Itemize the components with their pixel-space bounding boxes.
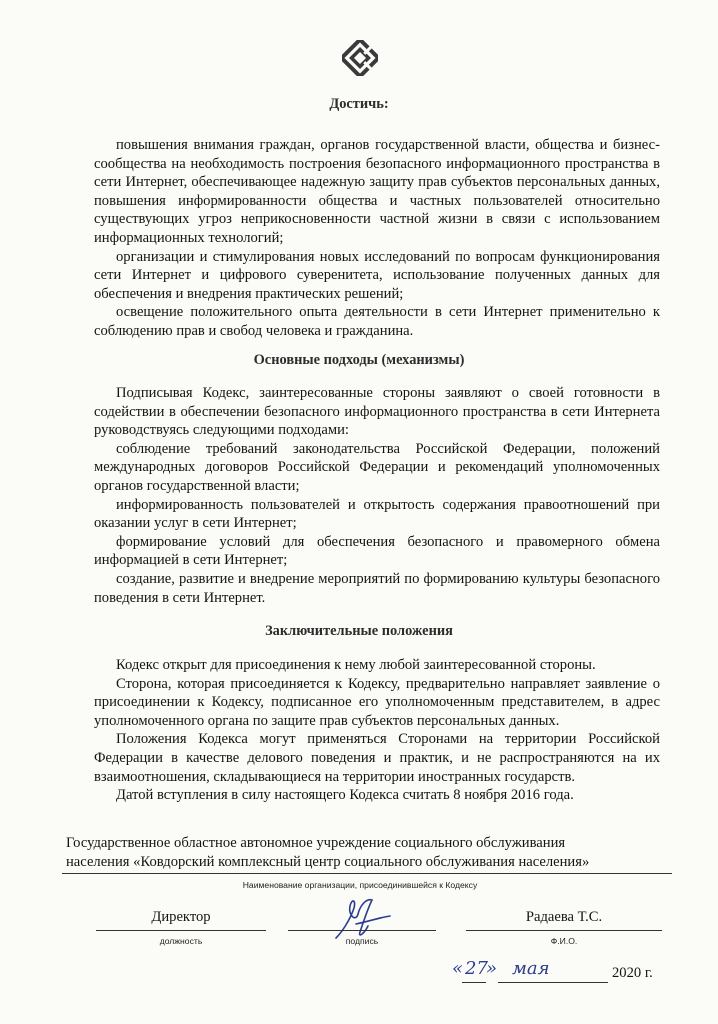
section-title-approaches: Основные подходы (механизмы) (253, 352, 465, 368)
date-month-underline (498, 982, 608, 983)
position-underline (96, 930, 266, 931)
paragraph: повышения внимания граждан, органов государственной власти, общества и бизнес-сообщества на необходимость построения безопасного информационного пространства в сети Интернет, обеспечивающее надежную защиту прав субъектов персональных данных, повышения информированности общества и частных пользователей относительно существующих угроз неприкосновенности частной жизни в связи с использованием информационных технологий; (94, 137, 660, 246)
paragraph: освещение положительного опыта деятельности в сети Интернет применительно к соблюдению прав и свобод человека и гражданина. (94, 304, 660, 339)
section-title-final: Заключительные положения (265, 623, 453, 639)
paragraph: Положения Кодекса могут применяться Сторонами на территории Российской Федерации в качестве делового поведения и практик, и не распространяются на их взаимоотношения, складывающиеся на территории иностранных государств. (94, 731, 660, 785)
organization-caption: Наименование организации, присоединившейся к Кодексу (242, 880, 478, 890)
paragraph: создание, развитие и внедрение мероприятий по формированию культуры безопасного поведения в сети Интернет. (94, 570, 660, 606)
paragraph: информированность пользователей и открытость содержания правоотношений при оказании услуг в сети Интернет; (94, 496, 660, 532)
organization-line: Государственное областное автономное учреждение социального обслуживания (66, 835, 566, 851)
name-underline (466, 930, 662, 931)
section-final-body (94, 656, 660, 805)
date-month: мая (512, 958, 550, 979)
paragraph: Датой вступления в силу настоящего Кодекса считать 8 ноября 2016 года. (116, 787, 574, 804)
section-achieve-body (94, 136, 660, 341)
name-value: Радаева Т.С. (525, 909, 603, 925)
paragraph: Сторона, которая присоединяется к Кодексу, предварительно направляет заявление о присоединении к Кодексу, подписанное его уполномоченным представителем, в адрес уполномоченного органа по защите прав субъектов персональных данных. (94, 675, 660, 729)
date-open-quote: « (452, 958, 464, 979)
organization-name (66, 834, 666, 871)
diamond-grid-logo-icon (342, 40, 378, 76)
name-caption: Ф.И.О. (550, 936, 578, 946)
paragraph: Кодекс открыт для присоединения к нему любой заинтересованной стороны. (116, 657, 596, 673)
paragraph: организации и стимулирования новых исследований по вопросам функционирования сети Интернет и цифрового суверенитета, использование полученных данных для обеспечения и внедрения практических решений; (94, 248, 660, 302)
date-day: 27 (465, 958, 488, 979)
paragraph: формирование условий для обеспечения безопасного и правомерного обмена информацией в сети Интернет; (94, 533, 660, 569)
organization-underline (62, 873, 672, 874)
paragraph: соблюдение требований законодательства Российской Федерации, положений международных договоров Российской Федерации и рекомендаций уполномоченных органов государственной власти; (94, 440, 660, 494)
organization-line: населения «Ковдорский комплексный центр социального обслуживания населения» (66, 853, 590, 870)
date-year: 2020 г. (612, 965, 653, 981)
signature-underline (288, 930, 436, 931)
date-day-underline (462, 982, 486, 983)
signature-caption: подпись (345, 936, 379, 946)
paragraph: Подписывая Кодекс, заинтересованные стороны заявляют о своей готовности в содействии в обеспечении безопасного информационного пространства в сети Интернета руководствуясь следующими подходами: (94, 385, 660, 439)
date-close-quote: » (486, 958, 498, 979)
position-value: Директор (151, 909, 211, 925)
section-approaches-body (94, 384, 660, 607)
position-caption: должность (159, 936, 203, 946)
section-title-achieve: Достичь: (329, 96, 389, 112)
